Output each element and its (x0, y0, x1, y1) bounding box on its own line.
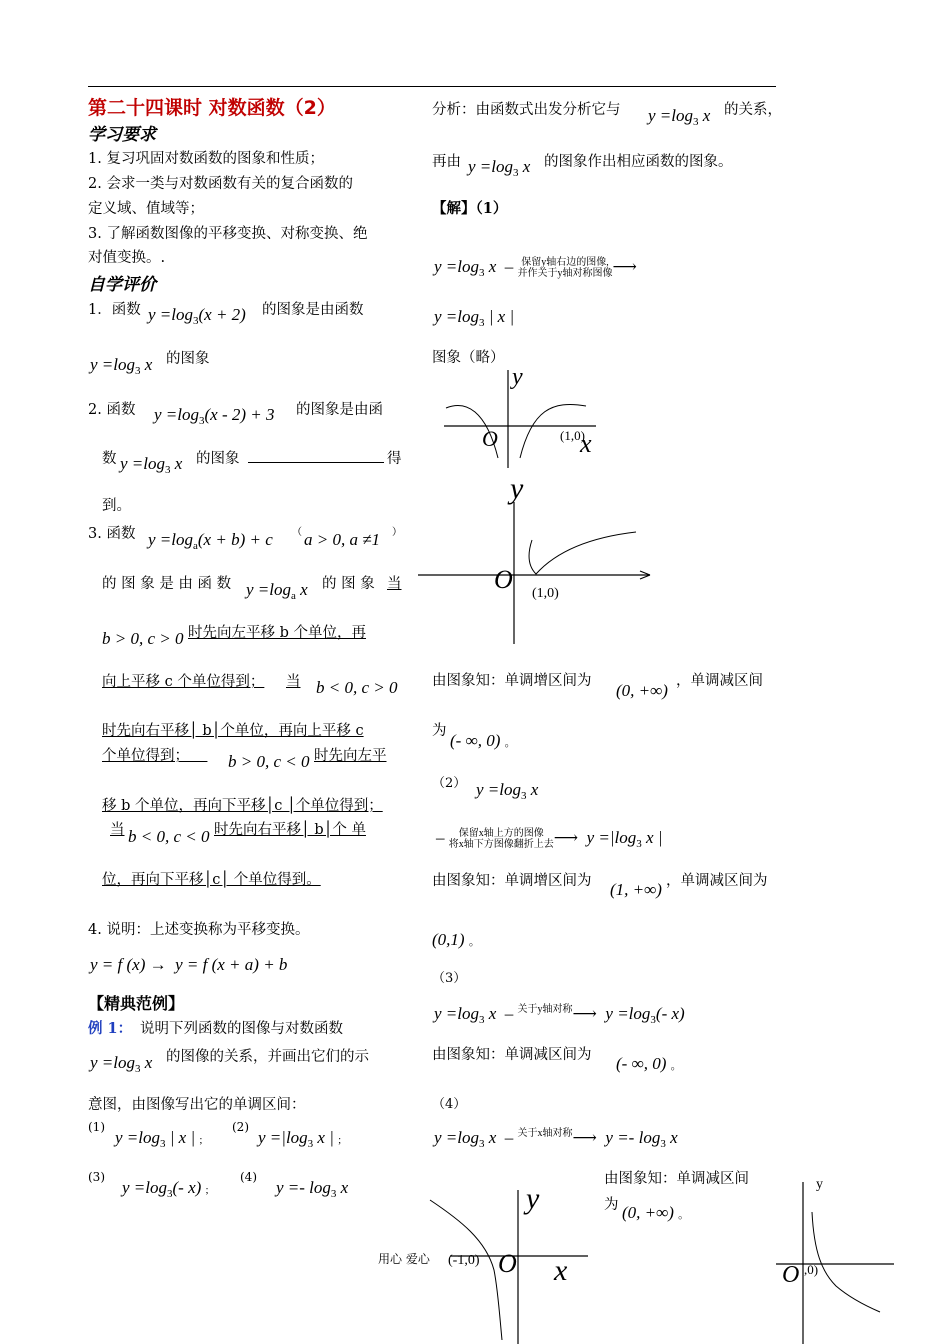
graph-1-origin-label: O (482, 426, 498, 451)
transform-3-arrow-top: 关于y轴对称 (517, 1004, 573, 1016)
analysis-formula-2: $y =\log_3$ x (468, 157, 531, 179)
graph-3-y-label: y (526, 1182, 540, 1215)
q1-base-formula: $y =\log_3$ x (90, 355, 153, 377)
q1-formula: $y =\log_3(x + 2)$ (148, 305, 246, 327)
sol1-line1-b: ，单调减区间 (676, 673, 763, 689)
example-1-num4: (4) (240, 1170, 257, 1184)
q3-case1-b: 向上平移 c 个单位得到； (102, 674, 265, 690)
graph-4-y-label: y (816, 1177, 823, 1192)
transform-1-arrow-bottom: 并作关于y轴对称图像 (517, 268, 613, 280)
q3-case4-b: 位，再向下平移│c│ 个单位得到。 (102, 872, 321, 888)
q2-suffix: 的图象是由函 (296, 402, 383, 418)
graph-2-y-label: y (510, 472, 524, 505)
analysis-c: 再由 (432, 154, 461, 170)
q2-line3: 到。 (102, 498, 131, 514)
graph-2-origin-label: O (494, 565, 513, 594)
q4-formula: y = f (x) → y = f (x + a) + b (90, 955, 288, 974)
sol1-dec-interval: (- ∞, 0) 。 (450, 731, 516, 750)
graph-3-x-label: x (554, 1254, 568, 1287)
solution-label: 【解】（1） (432, 200, 508, 217)
q3-case1-cond: b > 0, c > 0 (102, 629, 184, 648)
sol2-inc-interval: (1, +∞) (610, 880, 662, 899)
q3-case3-gap (189, 748, 207, 764)
q3-line2-c: 当 (387, 576, 402, 592)
sol1-line1-a: 由图象知：单调增区间为 (432, 673, 592, 689)
q3-case1-a: 时先向左平移 b 个单位，再 (188, 625, 366, 641)
transform-1: $y =\log_3$ x – 保留y轴右边的图像, 并作关于y轴对称图像 ⟶ (434, 257, 637, 280)
example-1-f2: $y =|\log_3$ x | ; (258, 1128, 342, 1150)
analysis-d: 的图象作出相应函数的图象。 (544, 154, 733, 170)
transform-2-arrow (449, 828, 554, 850)
q3-paren-close: ） (392, 527, 402, 538)
q3-case2-b-text: 个单位得到； (102, 748, 189, 764)
q3-line2-a: 的 图 象 是 由 函 数 (102, 576, 232, 592)
requirement-2a: 2. 会求一类与对数函数有关的复合函数的 (88, 176, 353, 192)
requirement-1: 1. 复习巩固对数函数的图象和性质； (88, 151, 324, 167)
example-1-line1: 说明下列函数的图像与对数函数 (140, 1021, 343, 1037)
sol4-line2: 为 (604, 1197, 619, 1213)
graph-3 (420, 1180, 600, 1344)
sol2-line1-b: ，单调减区间为 (666, 873, 768, 889)
q2-prefix: 2. 函数 (88, 402, 136, 418)
graph-1 (436, 360, 606, 470)
example-1-num1: (1) (88, 1120, 105, 1134)
q3-case4-cond: b < 0, c < 0 (128, 827, 210, 846)
q3-case2-cond: b < 0, c > 0 (316, 678, 398, 697)
sol4-num: （4） (432, 1097, 467, 1112)
q2-line2-c: 得 (387, 451, 402, 467)
graph-3-origin-label: O (498, 1249, 517, 1278)
graph-2 (414, 472, 664, 652)
requirement-3b: 对值变换。. (88, 250, 166, 266)
q2-base-formula: $y =\log_3$ x (120, 454, 183, 476)
q1-suffix: 的图象是由函数 (262, 302, 364, 318)
graph-1-point-label: (1,0) (560, 428, 585, 443)
example-1-label: 例 1： (88, 1020, 133, 1037)
q1-prefix: 1．函数 (88, 302, 141, 318)
sol4-dec-interval: (0, +∞) 。 (622, 1203, 690, 1222)
transform-1-arrow-top: 保留y轴右边的图像, (521, 257, 609, 269)
transform-4: $y =\log_3$ x – 关于x轴对称 ⟶ $y =- \log_3 x$ (434, 1128, 678, 1150)
q2-formula: $y =\log_3(x - 2) + 3$ (154, 405, 275, 427)
q3-case4-a: 时先向右平移│ b│个 单 (214, 822, 366, 838)
analysis-formula-1: $y =\log_3$ x (648, 106, 711, 128)
page-footer: 用心 爱心 (378, 1252, 430, 1266)
q3-formula: $y =\log_a(x + b) + c$ (148, 530, 273, 552)
sol2-num: （2） (432, 776, 467, 791)
graph-4-point-label: ,0) (804, 1262, 819, 1277)
example-1-line2: 的图像的关系，并画出它们的示 (166, 1049, 369, 1065)
q3-case3-cond: b > 0, c < 0 (228, 752, 310, 771)
transform-2-arrow-bottom: 将x轴下方图像翻折上去 (448, 839, 554, 851)
transform-4-arrow-top: 关于x轴对称 (517, 1128, 573, 1140)
transform-2-arrow-top: 保留x轴上方的图像 (458, 828, 544, 840)
sol2-formula: $y =\log_3$ x (476, 780, 539, 802)
q3-case2-b (102, 744, 207, 765)
transform-2: – 保留x轴上方的图像 将x轴下方图像翻折上去 ⟶ $y =|\log_3$ x | (436, 828, 663, 851)
q3-line2-b: 的 图 象 (322, 576, 375, 592)
q3-condition: a > 0, a ≠1 (304, 530, 381, 549)
q3-base-formula: $y =\log_a$ x (246, 580, 308, 602)
sol2-line1-a: 由图象知：单调增区间为 (432, 873, 592, 889)
requirement-3a: 3. 了解函数图像的平移变换、对称变换、绝 (88, 226, 368, 242)
requirement-2b: 定义域、值域等； (88, 201, 204, 217)
analysis-b: 的关系， (724, 102, 782, 118)
q1-tail: 的图象 (166, 351, 210, 367)
transform-1-arrow (518, 257, 613, 279)
sol3-dec-interval: (- ∞, 0) 。 (616, 1054, 682, 1073)
example-1-num3: (3) (88, 1170, 105, 1184)
example-heading: 【精典范例】 (88, 994, 185, 1013)
example-1-line3: 意图，由图像写出它的单调区间： (88, 1097, 306, 1113)
header-rule (88, 86, 776, 87)
q3-case2-a: 时先向右平移│ b│个单位，再向上平移 c (102, 723, 364, 739)
sol2-dec-interval: (0,1) 。 (432, 930, 480, 949)
q3-case3-b: 移 b 个单位，再向下平移│c │个单位得到； (102, 798, 383, 814)
sol1-inc-interval: (0, +∞) (616, 681, 668, 700)
q2-line2-b: 的图象 (196, 451, 240, 467)
q3-case2-when: 当 (286, 674, 301, 690)
section-heading-self-eval: 自学评价 (88, 275, 156, 295)
analysis-a: 分析：由函数式出发分析它与 (432, 102, 621, 118)
q3-case3-a: 时先向左平 (314, 748, 387, 764)
graph-4-origin-label: O (782, 1262, 800, 1288)
transform-1-result: $y =\log_3$ | x | (434, 307, 515, 329)
transform-4-arrow (518, 1128, 573, 1150)
graph-2-point-label: (1,0) (532, 586, 559, 601)
example-1-base-formula: $y =\log_3$ x (90, 1053, 153, 1075)
q3-prefix: 3. 函数 (88, 526, 136, 542)
sol3-num: （3） (432, 971, 467, 986)
graph-2-curve (529, 532, 636, 574)
image-omitted-note: 图象（略） (432, 350, 505, 366)
example-1-f3: $y =\log_3(-$ x) ; (122, 1178, 209, 1200)
graph-1-x-label: x (580, 429, 592, 458)
example-1-f1: $y =\log_3$ | x | ; (115, 1128, 203, 1150)
graph-1-y-label: y (512, 364, 523, 390)
sol3-line1: 由图象知：单调减区间为 (432, 1047, 592, 1063)
transform-3-arrow (518, 1004, 573, 1026)
graph-3-point-label: (-1,0) (448, 1253, 480, 1268)
example-1-num2: (2) (232, 1120, 249, 1134)
page-title: 第二十四课时 对数函数（2） (88, 97, 336, 119)
graph-4 (770, 1172, 900, 1344)
sol4-line1: 由图象知：单调减区间 (604, 1171, 749, 1187)
q2-line2-a: 数 (102, 451, 117, 467)
q4-note: 4. 说明：上述变换称为平移变换。 (88, 922, 310, 938)
section-heading-requirements: 学习要求 (88, 125, 156, 145)
q3-paren-open: （ (292, 527, 302, 538)
q2-blank[interactable] (248, 462, 384, 463)
graph-3-curve (430, 1200, 502, 1340)
sol1-line2: 为 (432, 723, 447, 739)
transform-3: $y =\log_3$ x – 关于y轴对称 ⟶ $y =\log_3(-$ x) (434, 1004, 685, 1026)
graph-4-curve (812, 1212, 880, 1312)
q3-case4-when: 当 (110, 822, 125, 838)
example-1-f4: $y =- \log_3 x$ (276, 1178, 349, 1200)
